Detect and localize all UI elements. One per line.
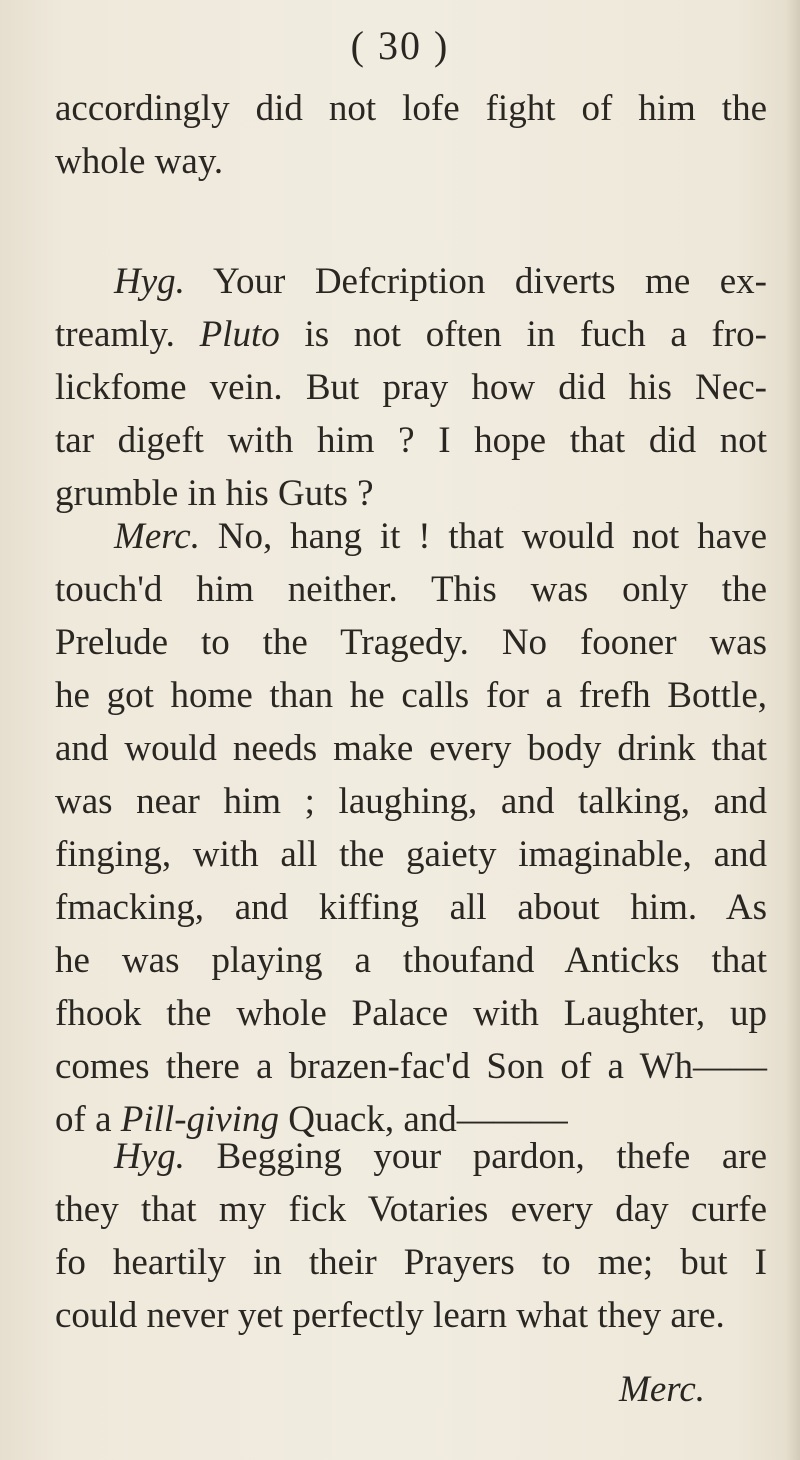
page-number: ( 30 ) bbox=[350, 23, 450, 68]
text-line: and would needs make every body drink that bbox=[55, 728, 767, 769]
italic-phrase: Pill-giving bbox=[120, 1099, 279, 1140]
catchword: Merc. bbox=[619, 1369, 705, 1410]
text-line: he was playing a thoufand Anticks that bbox=[55, 940, 767, 981]
text-line: of a Pill-giving Quack, and——— bbox=[55, 1099, 568, 1140]
text-line: they that my fick Votaries every day curfe bbox=[55, 1189, 767, 1230]
text-line: tar digeft with him ? I hope that did not bbox=[55, 420, 767, 461]
text-line: fo heartily in their Prayers to me; but I bbox=[55, 1242, 767, 1283]
paragraph-continuation bbox=[55, 82, 767, 188]
text-line: Hyg. Begging your pardon, thefe are bbox=[114, 1136, 768, 1177]
text-line: lickfome vein. But pray how did his Nec- bbox=[55, 367, 767, 408]
speaker-name: Hyg. bbox=[114, 261, 185, 302]
paragraph-merc bbox=[55, 510, 767, 1146]
text-line: Merc. No, hang it ! that would not have bbox=[114, 516, 768, 557]
text-line: Hyg. Your Defcription diverts me ex- bbox=[114, 261, 767, 302]
text-line: could never yet perfectly learn what they are. bbox=[55, 1295, 725, 1336]
text-line: he got home than he calls for a frefh Bottle, bbox=[55, 675, 767, 716]
paragraph-hyg-2 bbox=[55, 1130, 767, 1342]
text-line: fmacking, and kiffing all about him. As bbox=[55, 887, 767, 928]
text-line: accordingly did not lofe fight of him the bbox=[55, 88, 767, 129]
text-line: fhook the whole Palace with Laughter, up bbox=[55, 993, 767, 1034]
text-line: was near him ; laughing, and talking, and bbox=[55, 781, 767, 822]
speaker-name: Merc. bbox=[114, 516, 200, 557]
text-line: grumble in his Guts ? bbox=[55, 473, 374, 514]
speaker-name: Hyg. bbox=[114, 1136, 185, 1177]
text-line: whole way. bbox=[55, 141, 224, 182]
italic-name: Pluto bbox=[199, 314, 280, 355]
text-line: comes there a brazen-fac'd Son of a Wh—— bbox=[55, 1046, 767, 1087]
text-line: finging, with all the gaiety imaginable, and bbox=[55, 834, 767, 875]
text-line: Prelude to the Tragedy. No fooner was bbox=[55, 622, 767, 663]
paragraph-hyg-1 bbox=[55, 255, 767, 520]
text-line: touch'd him neither. This was only the bbox=[55, 569, 767, 610]
page-edge-shadow bbox=[786, 0, 800, 1460]
text-line: treamly. Pluto is not often in fuch a fro- bbox=[55, 314, 768, 355]
